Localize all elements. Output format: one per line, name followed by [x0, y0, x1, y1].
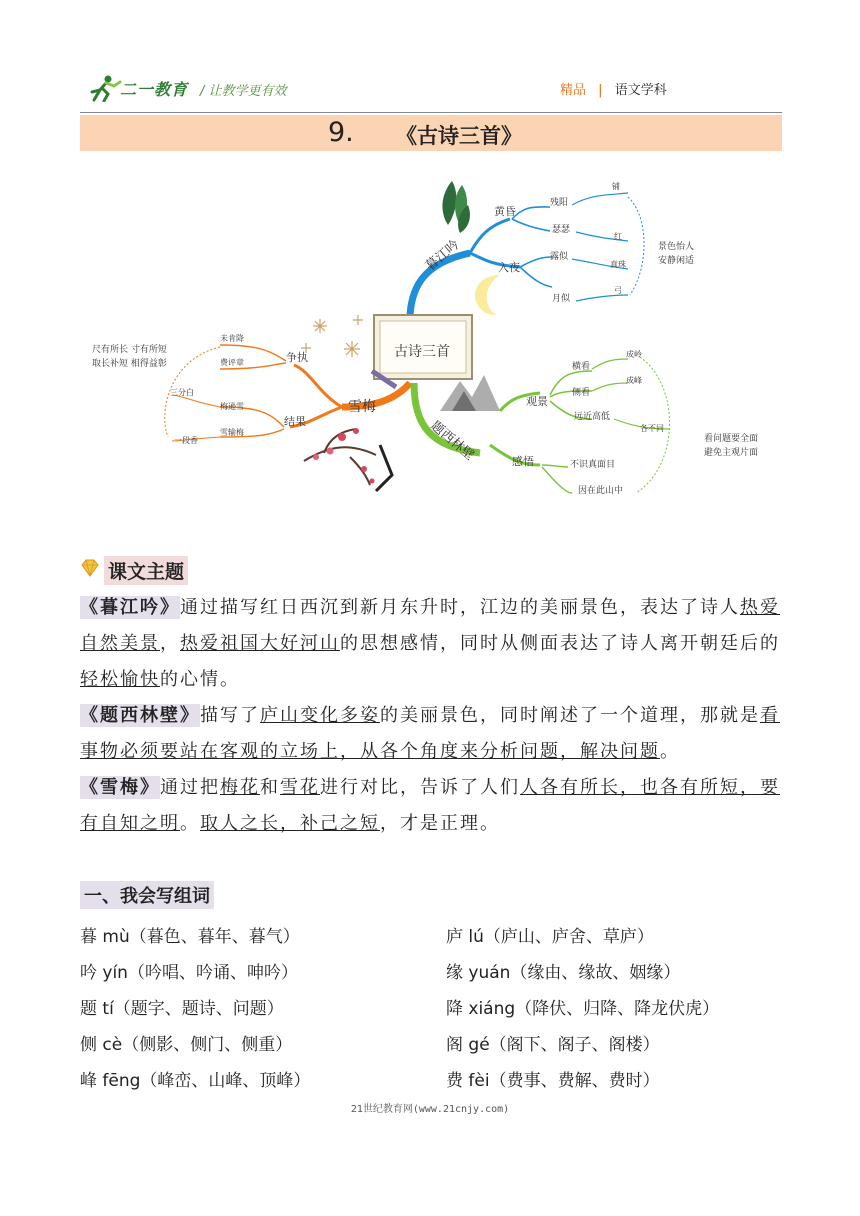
orange-note-2: 取长补短 相得益彰	[92, 359, 167, 369]
blue-sub1: 黄昏	[494, 205, 516, 218]
green-item-5: 因在此山中	[578, 486, 624, 496]
orange-note-1: 尺有所长 寸有所短	[92, 345, 167, 355]
word-row	[80, 916, 782, 952]
para2-text-b: 的美丽景色，同时阐述了一个道理，那就是	[380, 705, 760, 726]
word-row	[80, 952, 782, 988]
page-footer: 21世纪教育网(www.21cnjy.com)	[350, 1104, 510, 1115]
lesson-title-band	[80, 115, 782, 151]
blue-item-3: 露似	[550, 252, 569, 262]
mountain-icon	[440, 375, 500, 411]
runner-logo-icon	[88, 74, 122, 102]
blue-leaf-2: 红	[614, 232, 622, 241]
word-list	[80, 916, 782, 1096]
green-leaf-2: 成峰	[626, 376, 642, 385]
section-theme-label: 课文主题	[104, 556, 188, 585]
para1-text-c: 的思想感情，同时从侧面表达了诗人离开朝廷后的	[340, 633, 780, 654]
blue-note-1: 景色怡人	[658, 242, 695, 252]
green-item-3: 远近高低	[574, 412, 611, 422]
word-entry: 缘 yuán（缘由、缘故、姻缘）	[446, 963, 681, 983]
para3-underline-4: 取人之长，补己之短	[200, 813, 380, 834]
word-entry: 阁 gé（阁下、阁子、阁楼）	[446, 1035, 660, 1055]
word-row	[80, 988, 782, 1024]
green-item-2: 侧看	[572, 388, 591, 398]
blue-item-4: 月似	[552, 294, 571, 304]
para1-text-b: ，	[160, 633, 180, 654]
diamond-icon	[80, 559, 100, 577]
leaf-decoration-icon	[442, 181, 470, 233]
orange-side-1: 三分白	[170, 388, 194, 397]
green-note-2: 避免主观片面	[704, 448, 759, 458]
orange-item-2: 费评章	[220, 358, 244, 367]
orange-side-2: 一段香	[174, 436, 198, 445]
lesson-title: 《古诗三首》	[396, 123, 522, 148]
word-entry: 题 tí（题字、题诗、问题）	[80, 999, 284, 1019]
blue-note-2: 安静闲适	[658, 256, 695, 266]
orange-item-3: 梅逊雪	[220, 402, 244, 411]
poem-tag-mujiangyin: 《暮江吟》	[80, 597, 180, 618]
poem-tag-tixilinbi: 《题西林壁》	[80, 705, 200, 726]
green-item-1: 横看	[572, 362, 591, 372]
para3-text-a: 通过把	[160, 777, 220, 798]
branch-orange-label: 雪梅	[348, 399, 376, 415]
para1-underline-3: 轻松愉快	[80, 669, 160, 690]
green-sub2: 感悟	[512, 455, 534, 468]
green-note-1: 看问题要全面	[704, 434, 759, 444]
header-rule	[80, 112, 782, 113]
para3-text-c: 进行对比，告诉了人们	[320, 777, 520, 798]
blue-leaf-3: 真珠	[610, 260, 626, 269]
word-entry: 侧 cè（侧影、侧门、侧重）	[80, 1035, 293, 1055]
moon-icon	[475, 275, 500, 315]
para3-underline-3: 人各有所长，也各有所短，要有自知之明	[80, 777, 780, 834]
orange-sub1: 争执	[286, 351, 308, 364]
orange-sub2: 结果	[284, 415, 306, 428]
blue-leaf-1: 铺	[612, 182, 620, 191]
para2-underline-2: 看事物必须要站在客观的立场上，从各个角度来分析问题，解决问题	[80, 705, 780, 762]
section-words-heading: 一、我会写组词	[80, 881, 214, 909]
header-divider: |	[598, 83, 603, 98]
word-entry: 吟 yín（吟唱、吟诵、呻吟）	[80, 963, 298, 983]
word-entry: 费 fèi（费事、费解、费时）	[446, 1071, 660, 1091]
word-entry: 峰 fēng（峰峦、山峰、顶峰）	[80, 1071, 311, 1091]
para3-text-e: ，才是正理。	[380, 813, 500, 834]
blue-leaf-4: 弓	[614, 286, 622, 295]
para1-text-a: 通过描写红日西沉到新月东升时，江边的美丽景色，表达了诗人	[180, 597, 740, 618]
blue-sub2: 入夜	[498, 261, 520, 274]
center-label: 古诗三首	[394, 344, 450, 360]
orange-item-4: 雪输梅	[220, 428, 244, 437]
green-item-4: 不识真面目	[570, 460, 616, 470]
premium-badge: 精品	[560, 83, 587, 98]
header-right	[560, 79, 667, 98]
para3-text-d: 。	[180, 813, 200, 834]
para3-text-b: 和	[260, 777, 280, 798]
word-entry: 暮 mù（暮色、暮年、暮气）	[80, 927, 300, 947]
para1-text-d: 的心情。	[160, 669, 240, 690]
center-node	[372, 315, 472, 387]
para3-underline-2: 雪花	[280, 777, 320, 798]
blue-item-1: 残阳	[550, 198, 569, 208]
poem-tag-xuemei: 《雪梅》	[80, 777, 160, 798]
word-entry: 降 xiáng（降伏、归降、降龙伏虎）	[446, 999, 720, 1019]
para1-underline-2: 热爱祖国大好河山	[180, 633, 340, 654]
para3-underline-1: 梅花	[220, 777, 260, 798]
para2-underline-1: 庐山变化多姿	[260, 705, 380, 726]
word-entry: 庐 lú（庐山、庐舍、草庐）	[446, 927, 654, 947]
page-header	[80, 68, 782, 110]
lesson-number: 9.	[328, 117, 354, 148]
blue-item-2: 瑟瑟	[552, 225, 571, 235]
green-sub1: 观景	[526, 395, 548, 408]
orange-item-1: 未肯降	[220, 334, 244, 343]
branch-blue-label: 暮江吟	[422, 237, 463, 275]
green-leaf-3: 各不同	[640, 424, 664, 433]
theme-paragraph-2	[80, 698, 782, 770]
mind-map	[80, 175, 782, 510]
word-row	[80, 1024, 782, 1060]
branch-green-label: 题西林壁	[427, 418, 477, 464]
logo-text: 二一教育	[120, 80, 189, 99]
para2-text-c: 。	[660, 741, 680, 762]
word-row	[80, 1060, 782, 1096]
para1-underline-1: 热爱自然美景	[80, 597, 780, 654]
green-leaf-1: 成岭	[626, 350, 642, 359]
theme-paragraph-3	[80, 770, 782, 842]
snowflake-icon	[301, 315, 363, 357]
subject-label: 语文学科	[614, 83, 667, 98]
slogan: / 让教学更有效	[200, 84, 287, 99]
theme-paragraph-1	[80, 590, 782, 698]
plum-blossom-icon	[304, 428, 392, 491]
para2-text-a: 描写了	[200, 705, 260, 726]
